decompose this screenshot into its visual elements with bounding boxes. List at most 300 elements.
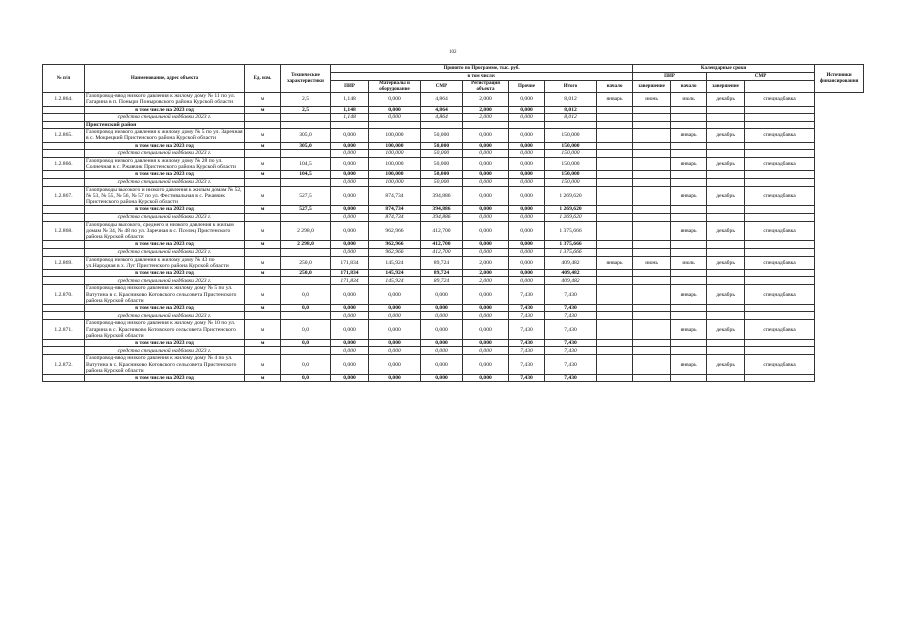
subtotal-label: в том числе на 2023 год (85, 270, 245, 277)
funding-row (43, 213, 864, 221)
subtotal-row (43, 375, 864, 382)
date-s1 (597, 129, 633, 143)
empty-cell (43, 171, 85, 178)
row-number: 1.2.872. (43, 355, 85, 375)
empty-cell (281, 149, 331, 157)
object-name: Газопровод низкого давления к жилому дому № 43 по ул.Народная в х. Луг Пристенского района Курской области (85, 256, 245, 270)
empty-cell (671, 277, 707, 285)
subtotal-label: в том числе на 2023 год (85, 305, 245, 312)
sub-pir: 0,000 (331, 375, 369, 382)
empty-cell (707, 312, 745, 320)
object-name: Газопровод-ввод низкого давления к жилому дому № 10 по ул. Гагарина в с. Красниково Котовского сельсовета Пристенского района Курской области (85, 320, 245, 340)
value-pir: 0,000 (331, 129, 369, 143)
empty-cell (545, 121, 597, 128)
value-pir: 171,834 (331, 256, 369, 270)
empty-cell (671, 305, 707, 312)
fin-mat: 962,966 (369, 248, 421, 256)
empty-cell (43, 113, 85, 121)
empty-cell (633, 178, 671, 186)
empty-cell (43, 149, 85, 157)
unit-cell: м (245, 355, 281, 375)
date-s2: июль (671, 256, 707, 270)
sub-tot: 409,482 (545, 270, 597, 277)
empty-cell (597, 305, 633, 312)
sub-smr: 0,000 (421, 340, 463, 347)
value-smr: 0,000 (421, 285, 463, 305)
empty-cell (597, 312, 633, 320)
subtotal-row (43, 340, 864, 347)
empty-cell (745, 113, 815, 121)
table-body (43, 93, 864, 382)
empty-cell (707, 248, 745, 256)
date-e2: декабрь (707, 93, 745, 107)
empty-cell (633, 312, 671, 320)
empty-cell (671, 178, 707, 186)
sub-reg: 0,000 (463, 142, 509, 149)
empty-cell (671, 142, 707, 149)
sub-oth: 7,430 (509, 340, 545, 347)
empty-cell (633, 171, 671, 178)
date-e2: декабрь (707, 129, 745, 143)
empty-cell (281, 113, 331, 121)
table-row (43, 320, 864, 340)
funding-row (43, 178, 864, 186)
sub-oth: 0,000 (509, 206, 545, 213)
empty-cell (745, 347, 815, 355)
row-number: 1.2.871. (43, 320, 85, 340)
sub-pir: 0,000 (331, 305, 369, 312)
source-cell: спецнадбавка (745, 355, 815, 375)
tech-cell: 0,0 (281, 355, 331, 375)
table-row (43, 355, 864, 375)
value-tot: 150,000 (545, 129, 597, 143)
sub-tot: 1 269,620 (545, 206, 597, 213)
date-e1 (633, 285, 671, 305)
empty-cell (597, 206, 633, 213)
source-cell: спецнадбавка (745, 93, 815, 107)
empty-cell (745, 149, 815, 157)
subtotal-row (43, 305, 864, 312)
header-name: Наименование, адрес объекта (85, 65, 245, 93)
empty-cell (245, 248, 281, 256)
sub-tech: 0,0 (281, 375, 331, 382)
empty-cell (597, 241, 633, 248)
empty-cell (597, 213, 633, 221)
sub-reg: 0,000 (463, 171, 509, 178)
sub-smr: 412,700 (421, 241, 463, 248)
empty-cell (745, 312, 815, 320)
empty-cell (43, 241, 85, 248)
sub-tech: 2,5 (281, 106, 331, 113)
empty-cell (745, 171, 815, 178)
empty-cell (43, 375, 85, 382)
value-reg: 2,000 (463, 256, 509, 270)
sub-smr: 50,000 (421, 142, 463, 149)
empty-cell (43, 106, 85, 113)
tech-cell: 527,5 (281, 186, 331, 206)
sub-tot: 150,000 (545, 171, 597, 178)
fin-mat: 0,000 (369, 113, 421, 121)
sub-smr: 0,000 (421, 305, 463, 312)
sub-tech: 527,5 (281, 206, 331, 213)
table-header (43, 65, 864, 93)
empty-cell (745, 248, 815, 256)
empty-cell (597, 340, 633, 347)
empty-cell (745, 270, 815, 277)
sub-oth: 0,000 (509, 142, 545, 149)
value-smr: 50,000 (421, 129, 463, 143)
empty-cell (597, 106, 633, 113)
subtotal-row (43, 142, 864, 149)
empty-cell (707, 277, 745, 285)
fin-reg: 0,000 (463, 149, 509, 157)
table-row (43, 256, 864, 270)
value-reg: 0,000 (463, 285, 509, 305)
funding-label: средства специальной надбавки 2023 г. (85, 178, 245, 186)
sub-reg: 0,000 (463, 241, 509, 248)
unit-cell: м (245, 129, 281, 143)
sub-mat: 962,966 (369, 241, 421, 248)
date-s1 (597, 221, 633, 241)
sub-reg: 2,000 (463, 106, 509, 113)
unit-cell: м (245, 157, 281, 171)
fin-reg: 0,000 (463, 178, 509, 186)
tech-cell: 0,0 (281, 320, 331, 340)
header-materials: Материалы и оборудование (369, 81, 421, 93)
funding-label: средства специальной надбавки 2023 г. (85, 248, 245, 256)
date-e1 (633, 355, 671, 375)
sub-tot: 1 375,666 (545, 241, 597, 248)
date-e1 (633, 157, 671, 171)
empty-cell (745, 178, 815, 186)
fin-reg: 0,000 (463, 347, 509, 355)
empty-cell (633, 121, 671, 128)
empty-cell (281, 178, 331, 186)
fin-pir: 0,000 (331, 248, 369, 256)
value-oth: 0,000 (509, 157, 545, 171)
fin-smr: 50,000 (421, 178, 463, 186)
empty-cell (671, 375, 707, 382)
header-registration: Регистрация объекта (463, 81, 509, 93)
empty-cell (633, 305, 671, 312)
empty-cell (633, 340, 671, 347)
value-mat: 0,000 (369, 355, 421, 375)
empty-cell (43, 277, 85, 285)
value-oth: 0,000 (509, 221, 545, 241)
fin-smr: 412,700 (421, 248, 463, 256)
empty-cell (633, 248, 671, 256)
value-oth: 0,000 (509, 93, 545, 107)
fin-smr: 89,724 (421, 277, 463, 285)
tech-cell: 0,0 (281, 285, 331, 305)
sub-unit: м (245, 270, 281, 277)
table-row (43, 157, 864, 171)
value-tot: 150,000 (545, 157, 597, 171)
unit-cell: м (245, 285, 281, 305)
fin-reg: 0,000 (463, 312, 509, 320)
sub-unit: м (245, 142, 281, 149)
header-tech: Технические характеристики (281, 65, 331, 93)
sub-pir: 0,000 (331, 241, 369, 248)
source-cell: спецнадбавка (745, 256, 815, 270)
value-smr: 0,000 (421, 320, 463, 340)
sub-unit: м (245, 206, 281, 213)
empty-cell (421, 121, 463, 128)
fin-reg: 2,000 (463, 277, 509, 285)
value-pir: 0,000 (331, 355, 369, 375)
sub-oth: 0,000 (509, 241, 545, 248)
funding-label: средства специальной надбавки 2023 г. (85, 277, 245, 285)
sub-unit: м (245, 340, 281, 347)
tech-cell: 250,0 (281, 256, 331, 270)
value-pir: 0,000 (331, 221, 369, 241)
source-cell: спецнадбавка (745, 221, 815, 241)
header-cal-smr: СМР (707, 73, 815, 81)
date-s1 (597, 157, 633, 171)
empty-cell (671, 312, 707, 320)
subtotal-label: в том числе на 2023 год (85, 206, 245, 213)
sub-tech: 0,0 (281, 305, 331, 312)
value-reg: 0,000 (463, 221, 509, 241)
empty-cell (707, 305, 745, 312)
empty-cell (707, 142, 745, 149)
empty-cell (671, 270, 707, 277)
page-number: 102 (449, 50, 457, 55)
sub-reg: 0,000 (463, 375, 509, 382)
empty-cell (745, 305, 815, 312)
sub-unit: м (245, 106, 281, 113)
tech-cell: 104,5 (281, 157, 331, 171)
value-tot: 409,482 (545, 256, 597, 270)
empty-cell (633, 347, 671, 355)
sub-tot: 7,430 (545, 375, 597, 382)
sub-oth: 7,430 (509, 305, 545, 312)
empty-cell (43, 121, 85, 128)
row-number: 1.2.866. (43, 157, 85, 171)
source-cell: спецнадбавка (745, 129, 815, 143)
empty-cell (671, 206, 707, 213)
fin-pir: 0,000 (331, 178, 369, 186)
empty-cell (671, 213, 707, 221)
unit-cell: м (245, 221, 281, 241)
sub-tech: 2 298,0 (281, 241, 331, 248)
sub-mat: 0,000 (369, 375, 421, 382)
header-num: № п/п (43, 65, 85, 93)
unit-cell: м (245, 256, 281, 270)
fin-smr: 0,000 (421, 312, 463, 320)
subtotal-row (43, 241, 864, 248)
funding-row (43, 248, 864, 256)
header-source: Источники финансирования (815, 65, 864, 93)
fin-tot: 1 269,620 (545, 213, 597, 221)
region-row (43, 121, 864, 128)
sub-pir: 0,000 (331, 206, 369, 213)
value-mat: 0,000 (369, 320, 421, 340)
empty-cell (633, 206, 671, 213)
fin-oth: 0,000 (509, 178, 545, 186)
table-row (43, 186, 864, 206)
sub-tech: 250,0 (281, 270, 331, 277)
empty-cell (463, 121, 509, 128)
empty-cell (43, 340, 85, 347)
empty-cell (633, 113, 671, 121)
value-reg: 2,000 (463, 93, 509, 107)
value-pir: 0,000 (331, 186, 369, 206)
empty-cell (671, 149, 707, 157)
fin-mat: 0,000 (369, 312, 421, 320)
fin-smr: 50,000 (421, 149, 463, 157)
empty-cell (597, 121, 633, 128)
empty-cell (597, 277, 633, 285)
empty-cell (671, 171, 707, 178)
sub-mat: 145,924 (369, 270, 421, 277)
empty-cell (597, 149, 633, 157)
empty-cell (597, 270, 633, 277)
program-table (42, 64, 864, 382)
empty-cell (281, 312, 331, 320)
header-accepted: Принято по Программе, тыс. руб. (331, 65, 633, 73)
value-smr: 0,000 (421, 355, 463, 375)
unit-cell: м (245, 93, 281, 107)
fin-tot: 150,000 (545, 178, 597, 186)
source-cell: спецнадбавка (745, 186, 815, 206)
object-name: Газопроводы высокого и низкого давления к жилым домам № 52, № 53, № 55, № 56, № 57 по ул. Фестивальная в с. Ржавчик Пристенского района Курской области (85, 186, 245, 206)
subtotal-label: в том числе на 2023 год (85, 375, 245, 382)
empty-cell (281, 277, 331, 285)
empty-cell (707, 113, 745, 121)
empty-cell (707, 149, 745, 157)
sub-oth: 0,000 (509, 270, 545, 277)
value-mat: 962,966 (369, 221, 421, 241)
empty-cell (707, 206, 745, 213)
sub-unit: м (245, 241, 281, 248)
value-tot: 7,430 (545, 320, 597, 340)
sub-pir: 0,000 (331, 142, 369, 149)
unit-cell: м (245, 186, 281, 206)
empty-cell (43, 248, 85, 256)
empty-cell (245, 312, 281, 320)
empty-cell (245, 213, 281, 221)
fin-pir: 0,000 (331, 149, 369, 157)
subtotal-label: в том числе на 2023 год (85, 340, 245, 347)
sub-tot: 150,000 (545, 142, 597, 149)
empty-cell (707, 171, 745, 178)
sub-unit: м (245, 375, 281, 382)
empty-cell (707, 121, 745, 128)
value-oth: 0,000 (509, 129, 545, 143)
value-mat: 145,924 (369, 256, 421, 270)
sub-mat: 0,000 (369, 305, 421, 312)
table-row (43, 285, 864, 305)
sub-pir: 0,000 (331, 171, 369, 178)
empty-cell (509, 121, 545, 128)
sub-mat: 100,000 (369, 171, 421, 178)
date-s1 (597, 355, 633, 375)
empty-cell (707, 347, 745, 355)
value-tot: 1 269,620 (545, 186, 597, 206)
value-oth: 0,000 (509, 256, 545, 270)
date-e1 (633, 221, 671, 241)
empty-cell (707, 340, 745, 347)
subtotal-row (43, 206, 864, 213)
row-number: 1.2.869. (43, 256, 85, 270)
empty-cell (43, 206, 85, 213)
empty-cell (745, 213, 815, 221)
sub-smr: 394,886 (421, 206, 463, 213)
header-smr: СМР (421, 81, 463, 93)
funding-row (43, 149, 864, 157)
tech-cell: 2,5 (281, 93, 331, 107)
row-number: 1.2.867. (43, 186, 85, 206)
fin-pir: 0,000 (331, 347, 369, 355)
row-number: 1.2.870. (43, 285, 85, 305)
sub-reg: 0,000 (463, 206, 509, 213)
source-cell: спецнадбавка (745, 157, 815, 171)
tech-cell: 2 298,0 (281, 221, 331, 241)
empty-cell (597, 113, 633, 121)
empty-cell (597, 347, 633, 355)
empty-cell (633, 213, 671, 221)
empty-cell (281, 213, 331, 221)
value-reg: 0,000 (463, 320, 509, 340)
empty-cell (671, 248, 707, 256)
date-s2: январь (671, 221, 707, 241)
date-e2: декабрь (707, 186, 745, 206)
header-other: Прочие (509, 81, 545, 93)
fin-oth: 0,000 (509, 113, 545, 121)
funding-row (43, 347, 864, 355)
object-name: Газопровод-ввод низкого давления к жилому дому № 5 по ул. Ватутина в с. Красниково Котовского сельсовета Пристенского района Курской области (85, 285, 245, 305)
header-end-pir: завершение (633, 81, 671, 93)
sub-pir: 171,834 (331, 270, 369, 277)
empty-cell (707, 213, 745, 221)
table-row (43, 221, 864, 241)
empty-cell (281, 248, 331, 256)
empty-cell (43, 312, 85, 320)
empty-cell (43, 142, 85, 149)
fin-smr: 0,000 (421, 347, 463, 355)
value-smr: 4,864 (421, 93, 463, 107)
fin-oth: 7,430 (509, 312, 545, 320)
row-number: 1.2.868. (43, 221, 85, 241)
subtotal-label: в том числе на 2023 год (85, 106, 245, 113)
funding-label: средства специальной надбавки 2023 г. (85, 312, 245, 320)
funding-row (43, 113, 864, 121)
date-s2: январь (671, 157, 707, 171)
fin-oth: 0,000 (509, 248, 545, 256)
value-mat: 874,734 (369, 186, 421, 206)
sub-pir: 1,148 (331, 106, 369, 113)
fin-oth: 0,000 (509, 277, 545, 285)
row-number: 1.2.864. (43, 93, 85, 107)
value-oth: 7,430 (509, 320, 545, 340)
empty-cell (745, 106, 815, 113)
empty-cell (671, 340, 707, 347)
header-cal-pir: ПИР (633, 73, 707, 81)
empty-cell (633, 241, 671, 248)
header-incl: в том числе: (331, 73, 633, 81)
object-name: Газопровод низкого давления к жилому дому № 5 по ул. Заречная в с. Мокрецкий Пристенского района Курской области (86, 129, 243, 142)
date-s2: январь (671, 355, 707, 375)
subtotal-row (43, 106, 864, 113)
value-reg: 0,000 (463, 355, 509, 375)
funding-row (43, 277, 864, 285)
fin-reg: 2,000 (463, 113, 509, 121)
sub-reg: 0,000 (463, 305, 509, 312)
value-smr: 50,000 (421, 157, 463, 171)
sub-mat: 100,000 (369, 142, 421, 149)
sub-smr: 4,864 (421, 106, 463, 113)
